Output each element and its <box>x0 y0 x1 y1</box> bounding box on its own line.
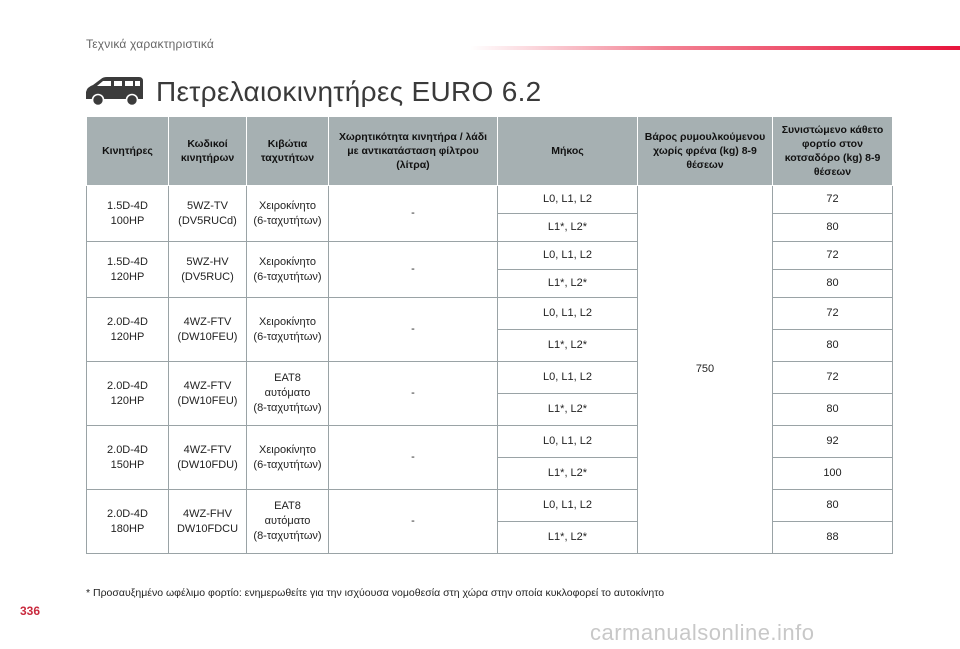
nose-load-cell: 72 <box>773 298 893 330</box>
length-cell: L1*, L2* <box>498 214 638 242</box>
section-title: Τεχνικά χαρακτηριστικά <box>86 37 215 51</box>
engine-code-cell: 5WZ-HV (DV5RUC) <box>169 242 247 298</box>
engine-code-cell: 4WZ-FHV DW10FDCU <box>169 490 247 554</box>
capacity-cell: - <box>329 298 498 362</box>
length-cell: L0, L1, L2 <box>498 186 638 214</box>
engine-cell: 1.5D-4D 100HP <box>87 186 169 242</box>
length-cell: L1*, L2* <box>498 458 638 490</box>
engine-cell: 2.0D-4D 150HP <box>87 426 169 490</box>
nose-load-cell: 80 <box>773 214 893 242</box>
length-cell: L1*, L2* <box>498 522 638 554</box>
length-cell: L0, L1, L2 <box>498 298 638 330</box>
length-cell: L1*, L2* <box>498 270 638 298</box>
capacity-cell: - <box>329 426 498 490</box>
col-header-capacity: Χωρητικότητα κινητήρα / λάδι με αντικατάσταση φίλτρου (λίτρα) <box>329 117 498 186</box>
col-header-engine: Κινητήρες <box>87 117 169 186</box>
gearbox-cell: Χειροκίνητο (6-ταχυτήτων) <box>247 298 329 362</box>
capacity-cell: - <box>329 242 498 298</box>
engine-code-cell: 4WZ-FTV (DW10FEU) <box>169 298 247 362</box>
length-cell: L0, L1, L2 <box>498 426 638 458</box>
engine-spec-table <box>86 116 893 554</box>
nose-load-cell: 72 <box>773 242 893 270</box>
footnote: * Προσαυξημένο ωφέλιμο φορτίο: ενημερωθείτε για την ισχύουσα νομοθεσία στη χώρα στην οποία κυκλοφορεί το αυτοκίνητο <box>86 587 665 599</box>
nose-load-cell: 72 <box>773 186 893 214</box>
nose-load-cell: 92 <box>773 426 893 458</box>
accent-bar <box>470 46 960 50</box>
col-header-engine-code: Κωδικοί κινητήρων <box>169 117 247 186</box>
nose-load-cell: 88 <box>773 522 893 554</box>
gearbox-cell: EAT8 αυτόματο (8-ταχυτήτων) <box>247 490 329 554</box>
table-row <box>87 362 893 394</box>
table-row <box>87 242 893 270</box>
nose-load-cell: 100 <box>773 458 893 490</box>
engine-cell: 2.0D-4D 180HP <box>87 490 169 554</box>
length-cell: L1*, L2* <box>498 394 638 426</box>
table-header-row <box>87 117 893 186</box>
length-cell: L1*, L2* <box>498 330 638 362</box>
col-header-gearbox: Κιβώτια ταχυτήτων <box>247 117 329 186</box>
table-row <box>87 186 893 214</box>
page-number: 336 <box>20 604 41 618</box>
engine-cell: 2.0D-4D 120HP <box>87 298 169 362</box>
gearbox-cell: Χειροκίνητο (6-ταχυτήτων) <box>247 242 329 298</box>
col-header-trailer-weight: Βάρος ρυμουλκούμενου χωρίς φρένα (kg) 8-9 θέσεων <box>638 117 773 186</box>
gearbox-cell: Χειροκίνητο (6-ταχυτήτων) <box>247 426 329 490</box>
nose-load-cell: 80 <box>773 490 893 522</box>
nose-load-cell: 72 <box>773 362 893 394</box>
length-cell: L0, L1, L2 <box>498 242 638 270</box>
length-cell: L0, L1, L2 <box>498 362 638 394</box>
capacity-cell: - <box>329 186 498 242</box>
engine-cell: 1.5D-4D 120HP <box>87 242 169 298</box>
watermark: carmanualsonline.info <box>590 620 815 645</box>
nose-load-cell: 80 <box>773 270 893 298</box>
table-row <box>87 426 893 458</box>
col-header-length: Μήκος <box>498 117 638 186</box>
engine-code-cell: 4WZ-FTV (DW10FEU) <box>169 362 247 426</box>
col-header-nose-load: Συνιστώμενο κάθετο φορτίο στον κοτσαδόρο (kg) 8-9 θέσεων <box>773 117 893 186</box>
engine-cell: 2.0D-4D 120HP <box>87 362 169 426</box>
capacity-cell: - <box>329 490 498 554</box>
table-row <box>87 298 893 330</box>
engine-code-cell: 4WZ-FTV (DW10FDU) <box>169 426 247 490</box>
nose-load-cell: 80 <box>773 394 893 426</box>
nose-load-cell: 80 <box>773 330 893 362</box>
length-cell: L0, L1, L2 <box>498 490 638 522</box>
gearbox-cell: Χειροκίνητο (6-ταχυτήτων) <box>247 186 329 242</box>
capacity-cell: - <box>329 362 498 426</box>
table-row <box>87 490 893 522</box>
gearbox-cell: EAT8 αυτόματο (8-ταχυτήτων) <box>247 362 329 426</box>
trailer-weight-cell: 750 <box>638 186 773 554</box>
page-title: Πετρελαιοκινητήρες EURO 6.2 <box>156 76 542 107</box>
engine-code-cell: 5WZ-TV (DV5RUCd) <box>169 186 247 242</box>
van-icon <box>83 75 145 107</box>
